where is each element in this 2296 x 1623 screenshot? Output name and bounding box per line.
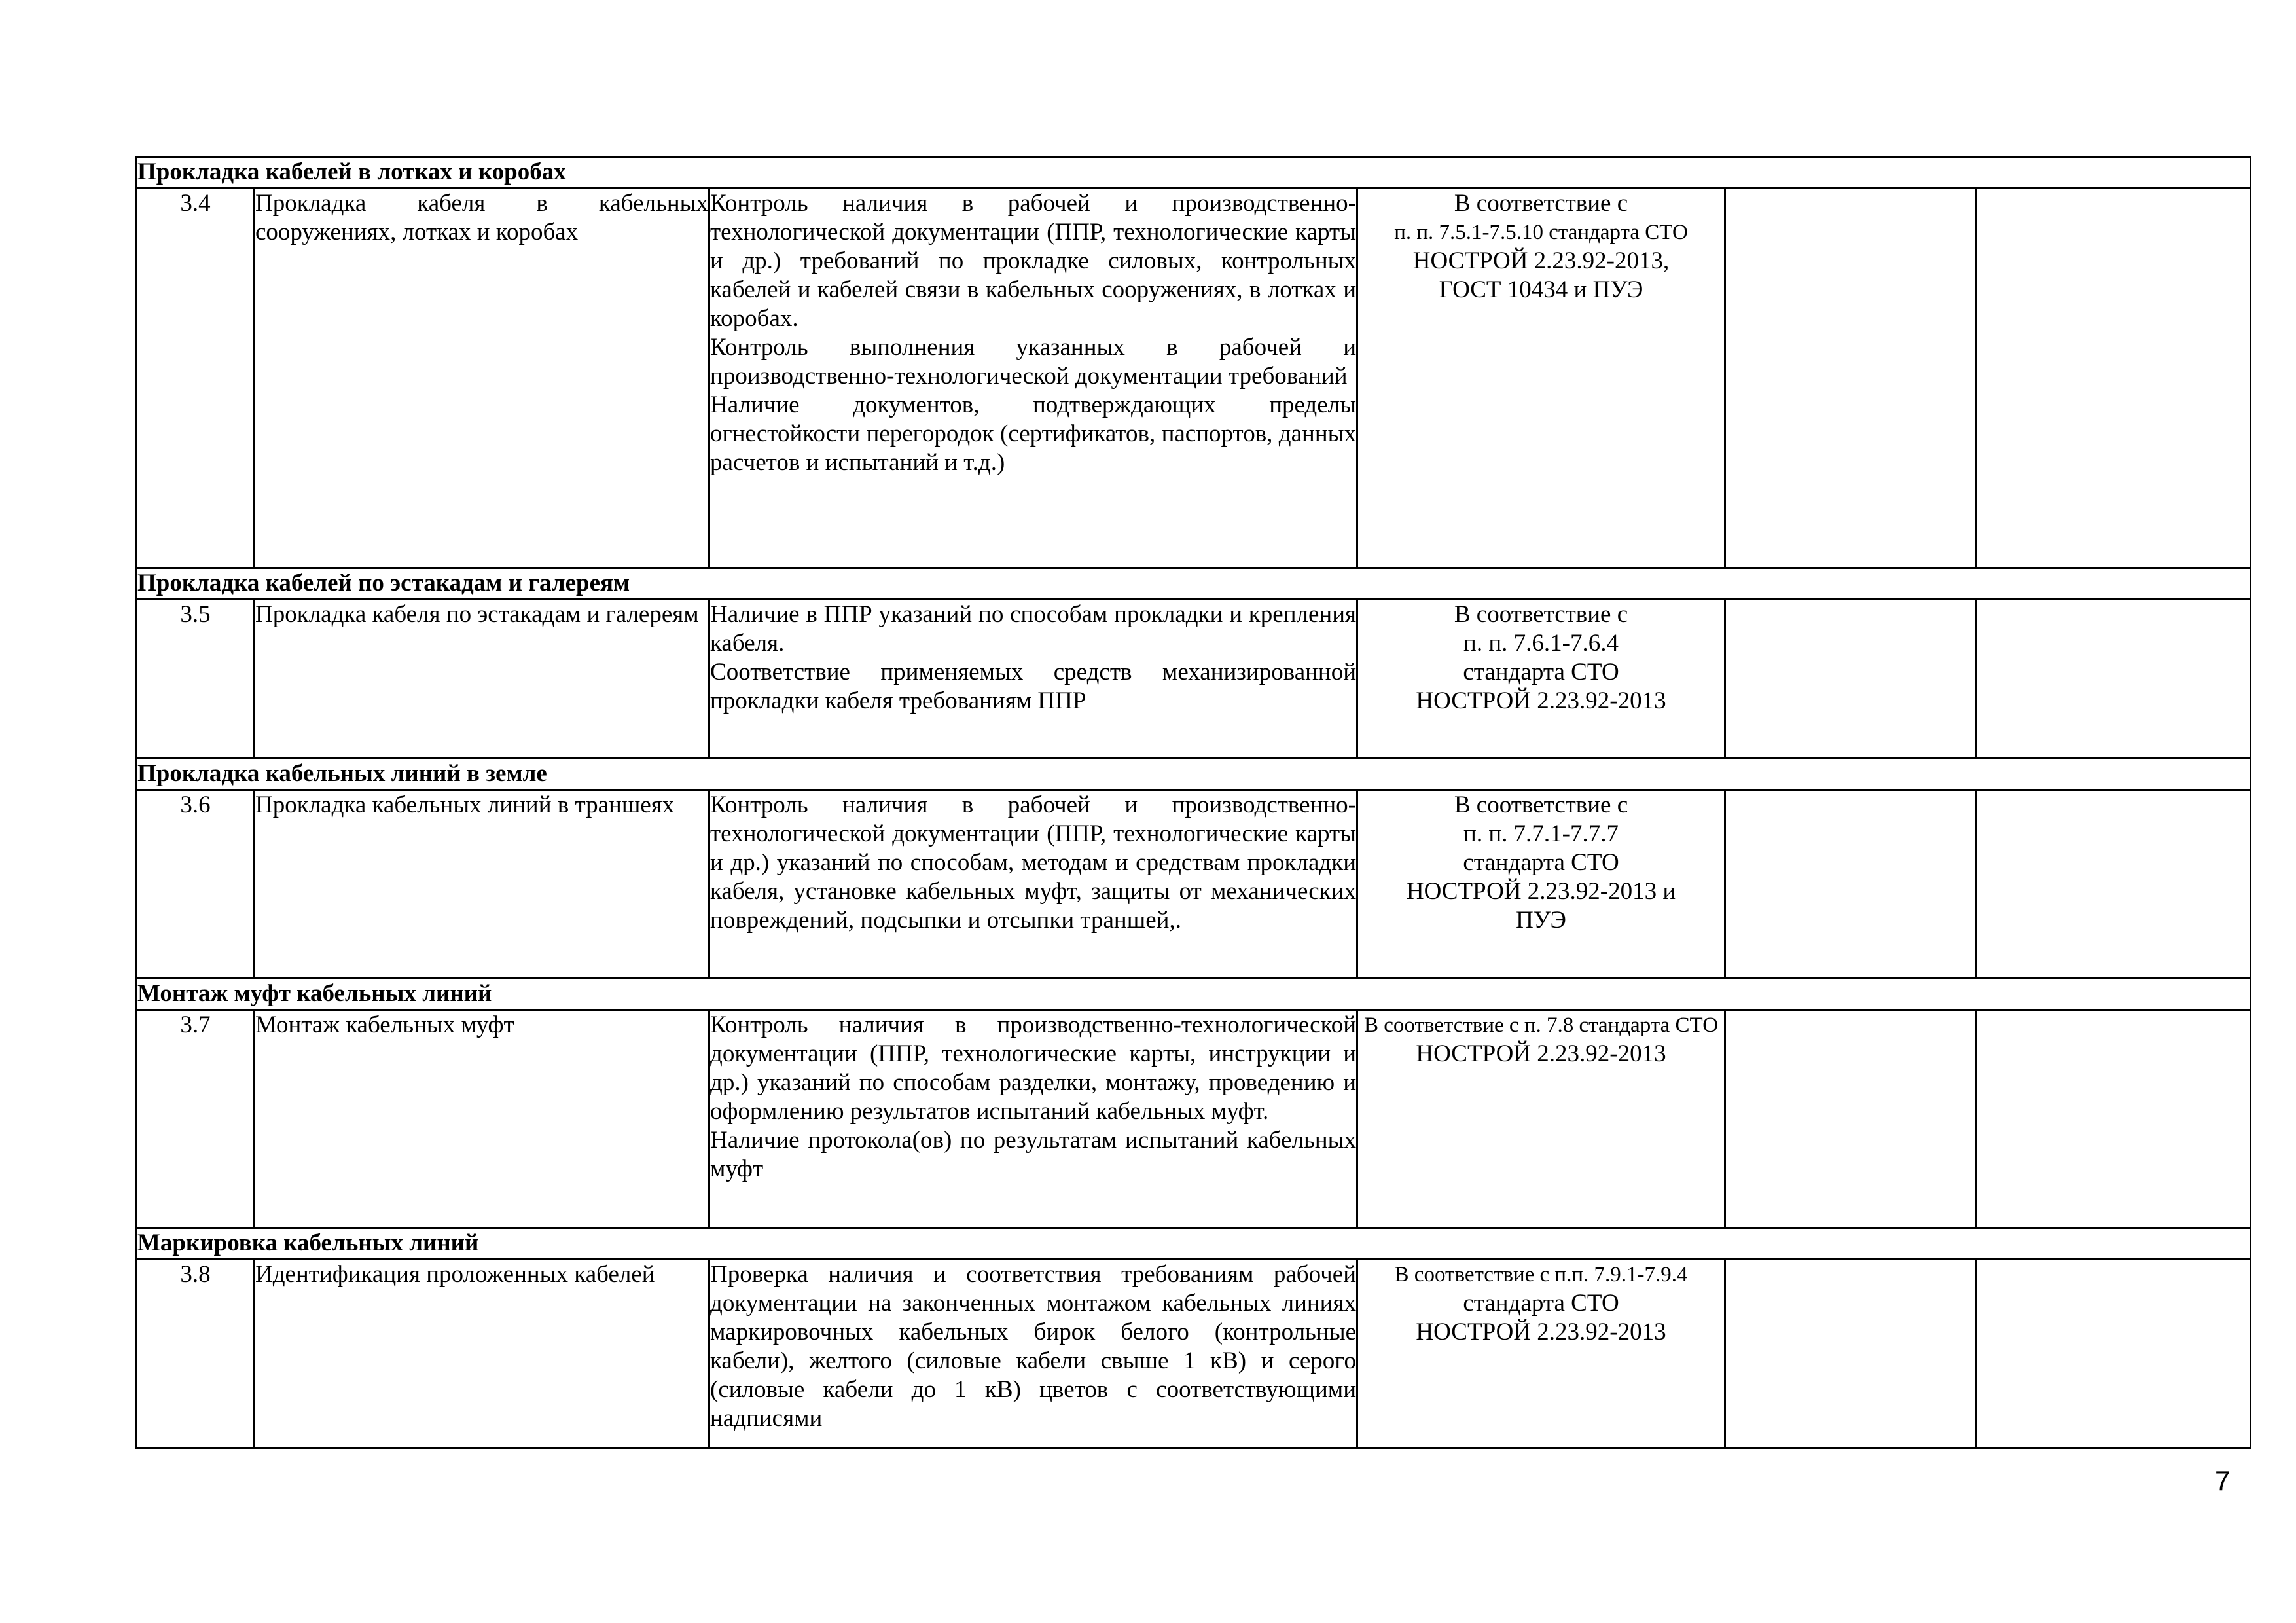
empty-cell — [1725, 1010, 1976, 1228]
reference-line: В соответствие с — [1454, 190, 1628, 217]
section-header-row — [137, 157, 2251, 189]
reference-line: стандарта СТО — [1463, 1290, 1619, 1317]
empty-cell — [1725, 189, 1976, 568]
section-title: Прокладка кабельных линий в земле — [137, 759, 709, 790]
control-paragraph: Контроль наличия в рабочей и производственно-технологической документации (ППР, технологические карты и др.) указаний по способам, методам и средствам прокладки кабеля, установке кабельных муфт, защиты от механических повреждений, подсыпки и отсыпки траншей,. — [710, 792, 1357, 934]
section-title: Прокладка кабелей по эстакадам и галереям — [137, 568, 1357, 600]
reference-line: п. п. 7.5.1-7.5.10 стандарта СТО — [1394, 221, 1688, 244]
control-description — [709, 790, 1357, 979]
row-number: 3.5 — [137, 600, 255, 759]
control-paragraph: Контроль выполнения указанных в рабочей и производственно-технологической документации требований — [710, 334, 1357, 390]
reference-line: В соответствие с — [1454, 792, 1628, 818]
reference-line: В соответствие с п. 7.8 стандарта СТО — [1363, 1013, 1719, 1037]
reference-line: п. п. 7.6.1-7.6.4 — [1463, 630, 1619, 657]
control-description — [709, 600, 1357, 759]
section-title: Маркировка кабельных линий — [137, 1228, 709, 1260]
table-row — [137, 189, 2251, 568]
row-number: 3.8 — [137, 1260, 255, 1448]
control-paragraph: Проверка наличия и соответствия требованиям рабочей документации на законченных монтажом кабельных линиях маркировочных кабельных бирок белого (контрольные кабели), желтого (силовые кабели свыше 1 кВ) и серого (силовые кабели до 1 кВ) цветов с соответствующими надписями — [710, 1261, 1357, 1432]
reference-line: НОСТРОЙ 2.23.92-2013, — [1412, 247, 1670, 274]
control-paragraph: Наличие в ППР указаний по способам прокладки и крепления кабеля. — [710, 601, 1357, 657]
page-number: 7 — [2215, 1465, 2231, 1496]
work-name: Прокладка кабеля в кабельных сооружениях, лотках и коробах — [255, 189, 709, 568]
work-name: Монтаж кабельных муфт — [255, 1010, 709, 1228]
work-name: Прокладка кабельных линий в траншеях — [255, 790, 709, 979]
control-description — [709, 1010, 1357, 1228]
reference-line: стандарта СТО — [1463, 849, 1619, 876]
reference-cell — [1357, 790, 1725, 979]
reference-line: п. п. 7.7.1-7.7.7 — [1463, 820, 1619, 847]
empty-cell — [1725, 1260, 1976, 1448]
section-title: Монтаж муфт кабельных линий — [137, 979, 709, 1010]
control-paragraph: Наличие протокола(ов) по результатам испытаний кабельных муфт — [710, 1127, 1357, 1182]
work-name: Идентификация проложенных кабелей — [255, 1260, 709, 1448]
reference-line: НОСТРОЙ 2.23.92-2013 — [1416, 1319, 1666, 1345]
section-header-row — [137, 979, 2251, 1010]
reference-line: стандарта СТО — [1463, 659, 1619, 685]
empty-cell — [1725, 790, 1976, 979]
reference-line: ГОСТ 10434 и ПУЭ — [1439, 276, 1643, 303]
reference-line: НОСТРОЙ 2.23.92-2013 — [1416, 687, 1666, 714]
reference-cell — [1357, 1010, 1725, 1228]
empty-cell — [1725, 600, 1976, 759]
empty-cell — [1976, 189, 2251, 568]
table-row — [137, 790, 2251, 979]
reference-line: В соответствие с — [1454, 601, 1628, 628]
reference-line: ПУЭ — [1516, 907, 1566, 934]
reference-cell — [1357, 189, 1725, 568]
reference-line: В соответствие с п.п. 7.9.1-7.9.4 — [1394, 1263, 1688, 1286]
control-description — [709, 189, 1357, 568]
section-title: Прокладка кабелей в лотках и коробах — [137, 157, 709, 189]
work-name: Прокладка кабеля по эстакадам и галереям — [255, 600, 709, 759]
empty-cell — [1976, 1260, 2251, 1448]
reference-cell — [1357, 600, 1725, 759]
control-description — [709, 1260, 1357, 1448]
control-paragraph: Контроль наличия в производственно-технологической документации (ППР, технологические карты, инструкции и др.) указаний по способам разделки, монтажу, проведению и оформлению результатов испытаний кабельных муфт. — [710, 1012, 1357, 1125]
row-number: 3.7 — [137, 1010, 255, 1228]
table-row — [137, 1260, 2251, 1448]
section-header-row — [137, 1228, 2251, 1260]
table-row — [137, 600, 2251, 759]
empty-cell — [1976, 790, 2251, 979]
section-header-row — [137, 568, 2251, 600]
control-paragraph: Соответствие применяемых средств механизированной прокладки кабеля требованиям ППР — [710, 659, 1357, 714]
reference-line: НОСТРОЙ 2.23.92-2013 и — [1406, 878, 1676, 905]
inspection-table — [135, 156, 2251, 1449]
empty-cell — [1976, 600, 2251, 759]
row-number: 3.6 — [137, 790, 255, 979]
reference-line: НОСТРОЙ 2.23.92-2013 — [1416, 1040, 1666, 1067]
table-row — [137, 1010, 2251, 1228]
row-number: 3.4 — [137, 189, 255, 568]
section-header-row — [137, 759, 2251, 790]
empty-cell — [1976, 1010, 2251, 1228]
control-paragraph: Наличие документов, подтверждающих пределы огнестойкости перегородок (сертификатов, паспортов, данных расчетов и испытаний и т.д.) — [710, 392, 1357, 476]
reference-cell — [1357, 1260, 1725, 1448]
control-paragraph: Контроль наличия в рабочей и производственно-технологической документации (ППР, технологические карты и др.) требований по прокладке силовых, контрольных кабелей и кабелей связи в кабельных сооружениях, в лотках и коробах. — [710, 190, 1357, 332]
